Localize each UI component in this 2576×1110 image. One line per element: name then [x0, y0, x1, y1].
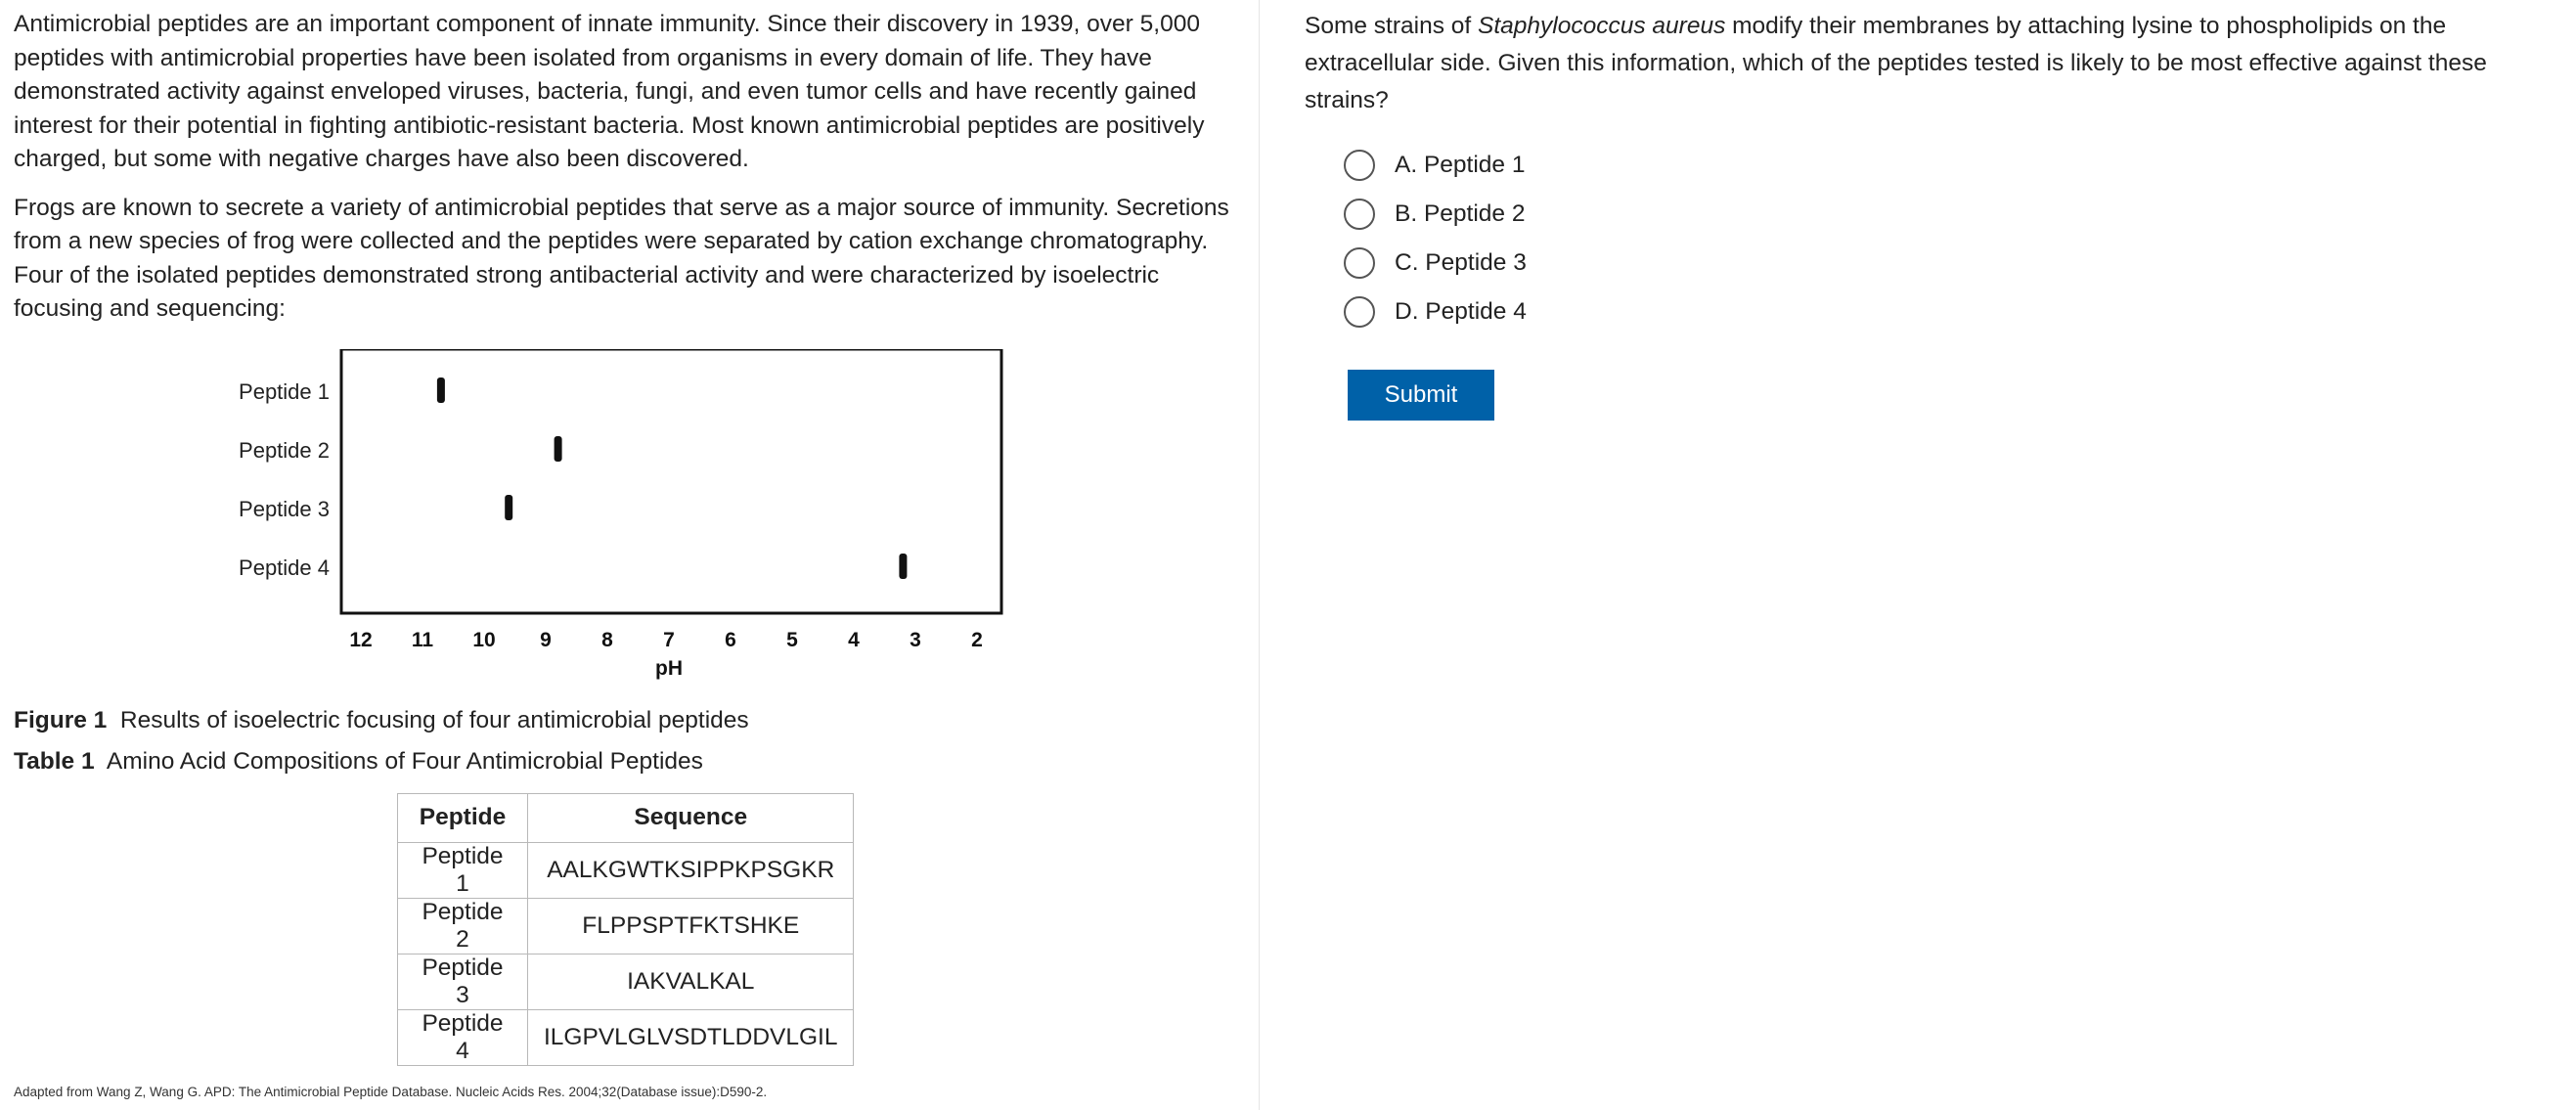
- category-label: Peptide 3: [239, 496, 330, 521]
- option-d-label: D. Peptide 4: [1395, 298, 1527, 325]
- table-cell-peptide: Peptide 3: [398, 954, 528, 1009]
- option-c[interactable]: [1344, 239, 2576, 288]
- option-c-label: C. Peptide 3: [1395, 249, 1527, 276]
- table-caption-lead: Table 1: [14, 747, 95, 775]
- table-row: [398, 898, 854, 954]
- isoelectric-chart: [14, 349, 1089, 701]
- table-row: [398, 954, 854, 1009]
- stem-text-before: Some strains of: [1305, 13, 1479, 39]
- stem-organism: Staphylococcus aureus: [1478, 13, 1726, 39]
- x-tick-label: 10: [472, 628, 496, 651]
- citation: Adapted from Wang Z, Wang G. APD: The Antimicrobial Peptide Database. Nucleic Acids Res. 2004;32(Database issue):D590-2.: [14, 1085, 768, 1099]
- radio-button-d[interactable]: [1344, 296, 1375, 328]
- table-cell-peptide: Peptide 1: [398, 842, 528, 898]
- figure-caption-text: Results of isoelectric focusing of four antimicrobial peptides: [119, 706, 749, 733]
- table-cell-sequence: AALKGWTKSIPPKPSGKR: [528, 842, 854, 898]
- question-panel: [1260, 0, 2576, 1110]
- table-cell-sequence: IAKVALKAL: [528, 954, 854, 1009]
- table-cell-peptide: Peptide 2: [398, 898, 528, 954]
- figure-caption: [14, 707, 1259, 734]
- x-tick-label: 6: [725, 628, 736, 651]
- category-label: Peptide 4: [239, 555, 330, 580]
- submit-button[interactable]: Submit: [1348, 370, 1494, 421]
- x-tick-label: 12: [349, 628, 373, 651]
- x-tick-label: 7: [663, 628, 675, 651]
- peptide-sequence-table: [397, 793, 854, 1066]
- stem-text-after: modify their membranes by attaching lysine to phospholipids on the extracellular side. Given this information, which of the peptides tested is likely to be most effective against these strains?: [1305, 13, 2487, 113]
- radio-button-b[interactable]: [1344, 199, 1375, 230]
- isoelectric-focusing-figure: [14, 349, 1089, 701]
- question-stem: [1305, 8, 2576, 119]
- table-cell-peptide: Peptide 4: [398, 1009, 528, 1065]
- table-cell-sequence: FLPPSPTFKTSHKE: [528, 898, 854, 954]
- peptide-band-1: [437, 377, 445, 403]
- option-a[interactable]: [1344, 141, 2576, 190]
- x-tick-label: 4: [848, 628, 860, 651]
- table-caption: [14, 748, 1259, 776]
- passage-paragraph-1: Antimicrobial peptides are an important component of innate immunity. Since their discovery in 1939, over 5,000 peptides with antimicrobial properties have been isolated from organisms in every domain of life. They have demonstrated activity against enveloped viruses, bacteria, fungi, and even tumor cells and have recently gained interest for their potential in fighting antibiotic-resistant bacteria. Most known antimicrobial peptides are positively charged, but some with negative charges have also been discovered.: [14, 11, 1205, 172]
- x-axis-label: pH: [655, 656, 683, 680]
- x-tick-label: 5: [786, 628, 798, 651]
- peptide-band-2: [555, 436, 562, 462]
- option-a-label: A. Peptide 1: [1395, 152, 1526, 178]
- table-caption-text: Amino Acid Compositions of Four Antimicrobial Peptides: [106, 747, 703, 775]
- answer-options: [1305, 141, 2576, 336]
- passage-paragraph-2: Frogs are known to secrete a variety of antimicrobial peptides that serve as a major source of immunity. Secretions from a new species of frog were collected and the peptides were separated by cation exchange chromatography. Four of the isolated peptides demonstrated strong antibacterial activity and were characterized by isoelectric focusing and sequencing:: [14, 194, 1229, 322]
- table-header-peptide: Peptide: [398, 793, 528, 842]
- table-row: [398, 842, 854, 898]
- table-row: [398, 1009, 854, 1065]
- option-b[interactable]: [1344, 190, 2576, 239]
- peptide-band-4: [899, 554, 907, 579]
- table-header-sequence: Sequence: [528, 793, 854, 842]
- x-tick-label: 9: [540, 628, 552, 651]
- x-tick-label: 3: [910, 628, 921, 651]
- category-label: Peptide 1: [239, 378, 330, 404]
- passage-panel: [0, 0, 1260, 1110]
- category-label: Peptide 2: [239, 437, 330, 463]
- peptide-band-3: [505, 495, 512, 520]
- radio-button-c[interactable]: [1344, 247, 1375, 279]
- figure-caption-lead: Figure 1: [14, 706, 108, 733]
- table-header-row: [398, 793, 854, 842]
- x-tick-label: 11: [411, 628, 434, 651]
- x-tick-label: 2: [971, 628, 983, 651]
- x-tick-label: 8: [601, 628, 613, 651]
- radio-button-a[interactable]: [1344, 150, 1375, 181]
- table-cell-sequence: ILGPVLGLVSDTLDDVLGIL: [528, 1009, 854, 1065]
- option-d[interactable]: [1344, 288, 2576, 336]
- option-b-label: B. Peptide 2: [1395, 200, 1526, 227]
